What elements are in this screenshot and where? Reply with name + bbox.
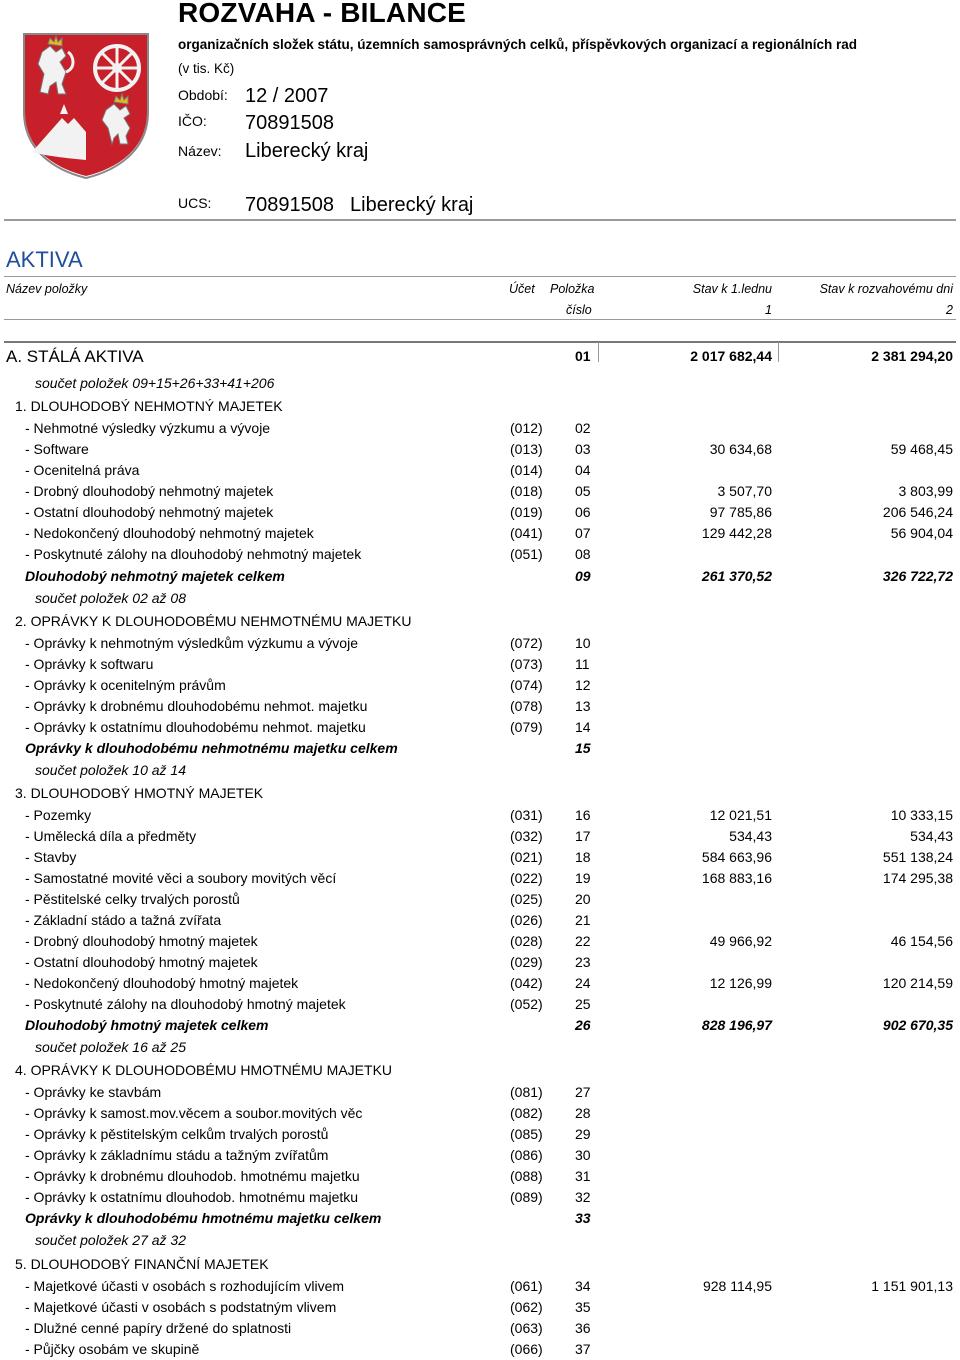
row-end-value: 326 722,72 bbox=[882, 568, 953, 584]
row-account: (031) bbox=[510, 807, 543, 823]
section-row bbox=[0, 783, 960, 804]
row-account: (022) bbox=[510, 870, 543, 886]
table-row bbox=[0, 502, 960, 523]
row-account: (013) bbox=[510, 441, 543, 457]
row-item-number: 21 bbox=[575, 912, 591, 928]
row-name: - Nedokončený dlouhodobý nehmotný majetek bbox=[25, 525, 314, 541]
table-row bbox=[0, 910, 960, 931]
row-item-number: 01 bbox=[575, 348, 591, 364]
row-name: - Pozemky bbox=[25, 807, 92, 823]
row-start-value: 928 114,95 bbox=[702, 1278, 772, 1294]
row-name: 4. OPRÁVKY K DLOUHODOBÉMU HMOTNÉMU MAJETKU bbox=[15, 1062, 393, 1078]
row-start-value: 2 017 682,44 bbox=[690, 348, 772, 364]
row-name: - Nehmotné výsledky výzkumu a vývoje bbox=[25, 420, 271, 436]
table-row bbox=[0, 994, 960, 1015]
table-row bbox=[0, 1297, 960, 1318]
row-start-value: 12 126,99 bbox=[709, 975, 772, 991]
period-label: Období: bbox=[178, 87, 228, 103]
row-item-number: 09 bbox=[575, 568, 591, 584]
row-account: (061) bbox=[510, 1278, 543, 1294]
table-row bbox=[0, 1339, 960, 1360]
total-row bbox=[0, 1208, 960, 1229]
row-item-number: 36 bbox=[575, 1320, 591, 1336]
row-name: - Oprávky k drobnému dlouhodob. hmotnému majetku bbox=[25, 1168, 360, 1184]
total-row bbox=[0, 566, 960, 587]
table-row bbox=[0, 805, 960, 826]
table-row bbox=[0, 826, 960, 847]
row-name: - Poskytnuté zálohy na dlouhodobý nehmotný majetek bbox=[25, 546, 362, 562]
row-name: 5. DLOUHODOBÝ FINANČNÍ MAJETEK bbox=[15, 1256, 269, 1272]
table-row bbox=[0, 523, 960, 544]
row-item-number: 04 bbox=[575, 462, 591, 478]
table-row bbox=[0, 973, 960, 994]
row-name: A. STÁLÁ AKTIVA bbox=[6, 347, 144, 366]
name-label: Název: bbox=[178, 143, 222, 159]
row-name: - Základní stádo a tažná zvířata bbox=[25, 912, 222, 928]
table-row bbox=[0, 1187, 960, 1208]
row-start-value: 129 442,28 bbox=[701, 525, 772, 541]
row-item-number: 03 bbox=[575, 441, 591, 457]
row-account: (081) bbox=[510, 1084, 543, 1100]
row-name: - Samostatné movité věci a soubory movitých věcí bbox=[25, 870, 337, 886]
row-account: (029) bbox=[510, 954, 543, 970]
row-account: (042) bbox=[510, 975, 543, 991]
row-name: součet položek 16 až 25 bbox=[35, 1039, 186, 1055]
row-item-number: 10 bbox=[575, 635, 591, 651]
row-item-number: 27 bbox=[575, 1084, 591, 1100]
row-start-value: 97 785,86 bbox=[709, 504, 772, 520]
row-account: (032) bbox=[510, 828, 543, 844]
row-item-number: 29 bbox=[575, 1126, 591, 1142]
col-header-start: Stav k 1.lednu bbox=[692, 282, 772, 296]
row-item-number: 32 bbox=[575, 1189, 591, 1205]
row-account: (026) bbox=[510, 912, 543, 928]
row-name: - Stavby bbox=[25, 849, 77, 865]
row-name: - Oprávky k ostatnímu dlouhodob. hmotnému majetku bbox=[25, 1189, 359, 1205]
row-item-number: 28 bbox=[575, 1105, 591, 1121]
col-header-item: Položka bbox=[550, 282, 595, 296]
row-end-value: 2 381 294,20 bbox=[871, 348, 953, 364]
row-name: - Majetkové účasti v osobách s podstatným vlivem bbox=[25, 1299, 337, 1315]
ico-label: IČO: bbox=[178, 113, 207, 129]
row-name: - Oprávky k softwaru bbox=[25, 656, 154, 672]
row-name: - Pěstitelské celky trvalých porostů bbox=[25, 891, 240, 907]
row-account: (051) bbox=[510, 546, 543, 562]
row-item-number: 30 bbox=[575, 1147, 591, 1163]
row-account: (025) bbox=[510, 891, 543, 907]
row-item-number: 16 bbox=[575, 807, 591, 823]
row-end-value: 551 138,24 bbox=[882, 849, 953, 865]
row-name: - Půjčky osobám ve skupině bbox=[25, 1341, 200, 1357]
row-item-number: 02 bbox=[575, 420, 591, 436]
row-end-value: 59 468,45 bbox=[890, 441, 953, 457]
note-row bbox=[0, 760, 960, 781]
col-header-item-sub: číslo bbox=[566, 303, 592, 317]
row-name: 2. OPRÁVKY K DLOUHODOBÉMU NEHMOTNÉMU MAJETKU bbox=[15, 613, 412, 629]
ico-value: 70891508 bbox=[245, 112, 334, 134]
section-row bbox=[0, 1060, 960, 1081]
row-account: (089) bbox=[510, 1189, 543, 1205]
table-row bbox=[0, 633, 960, 654]
table-row bbox=[0, 1276, 960, 1297]
row-name: - Oprávky k pěstitelským celkům trvalých porostů bbox=[25, 1126, 329, 1142]
table-row bbox=[0, 1124, 960, 1145]
row-item-number: 22 bbox=[575, 933, 591, 949]
section-row bbox=[0, 396, 960, 417]
row-account: (086) bbox=[510, 1147, 543, 1163]
name-value: Liberecký kraj bbox=[245, 140, 369, 162]
row-name: součet položek 09+15+26+33+41+206 bbox=[35, 375, 275, 391]
row-account: (079) bbox=[510, 719, 543, 735]
row-start-value: 584 663,96 bbox=[701, 849, 772, 865]
row-item-number: 26 bbox=[575, 1017, 591, 1033]
row-name: - Ocenitelná práva bbox=[25, 462, 140, 478]
divider bbox=[4, 219, 956, 221]
row-account: (041) bbox=[510, 525, 543, 541]
row-item-number: 18 bbox=[575, 849, 591, 865]
row-account: (021) bbox=[510, 849, 543, 865]
row-end-value: 534,43 bbox=[910, 828, 953, 844]
row-start-value: 168 883,16 bbox=[701, 870, 772, 886]
row-item-number: 05 bbox=[575, 483, 591, 499]
note-row bbox=[0, 1037, 960, 1058]
row-item-number: 23 bbox=[575, 954, 591, 970]
row-name: - Ostatní dlouhodobý nehmotný majetek bbox=[25, 504, 274, 520]
coat-of-arms-icon bbox=[22, 32, 150, 180]
row-item-number: 08 bbox=[575, 546, 591, 562]
row-account: (066) bbox=[510, 1341, 543, 1357]
table-row bbox=[0, 460, 960, 481]
row-account: (078) bbox=[510, 698, 543, 714]
row-start-value: 534,43 bbox=[729, 828, 772, 844]
row-name: - Oprávky k základnímu stádu a tažným zvířatům bbox=[25, 1147, 329, 1163]
row-account: (014) bbox=[510, 462, 543, 478]
row-item-number: 13 bbox=[575, 698, 591, 714]
row-end-value: 46 154,56 bbox=[890, 933, 953, 949]
row-name: - Oprávky k nehmotným výsledkům výzkumu a vývoje bbox=[25, 635, 358, 651]
row-item-number: 12 bbox=[575, 677, 591, 693]
row-item-number: 25 bbox=[575, 996, 591, 1012]
row-item-number: 15 bbox=[575, 740, 591, 756]
row-end-value: 902 670,35 bbox=[882, 1017, 953, 1033]
row-name: - Oprávky k samost.mov.věcem a soubor.movitých věc bbox=[25, 1105, 363, 1121]
row-item-number: 34 bbox=[575, 1278, 591, 1294]
row-name: Dlouhodobý hmotný majetek celkem bbox=[25, 1017, 269, 1033]
row-account: (074) bbox=[510, 677, 543, 693]
table-row bbox=[0, 1166, 960, 1187]
table-row bbox=[0, 439, 960, 460]
row-item-number: 14 bbox=[575, 719, 591, 735]
row-account: (082) bbox=[510, 1105, 543, 1121]
report-title: ROZVAHA - BILANCE bbox=[178, 0, 467, 28]
row-end-value: 3 803,99 bbox=[898, 483, 953, 499]
divider bbox=[4, 341, 956, 343]
period-value: 12 / 2007 bbox=[245, 85, 329, 107]
table-row bbox=[0, 418, 960, 439]
row-name: součet položek 27 až 32 bbox=[35, 1232, 186, 1248]
table-row bbox=[0, 1082, 960, 1103]
table-row bbox=[0, 847, 960, 868]
section-title: AKTIVA bbox=[6, 247, 83, 272]
row-account: (085) bbox=[510, 1126, 543, 1142]
row-name: Oprávky k dlouhodobému hmotnému majetku celkem bbox=[25, 1210, 382, 1226]
row-name: součet položek 02 až 08 bbox=[35, 590, 186, 606]
table-row bbox=[0, 1103, 960, 1124]
total-row bbox=[0, 738, 960, 759]
row-account: (052) bbox=[510, 996, 543, 1012]
row-end-value: 120 214,59 bbox=[882, 975, 953, 991]
row-end-value: 56 904,04 bbox=[890, 525, 953, 541]
row-start-value: 49 966,92 bbox=[709, 933, 772, 949]
row-item-number: 19 bbox=[575, 870, 591, 886]
row-item-number: 20 bbox=[575, 891, 591, 907]
section-row bbox=[0, 611, 960, 632]
row-end-value: 10 333,15 bbox=[890, 807, 953, 823]
row-account: (012) bbox=[510, 420, 543, 436]
row-start-value: 3 507,70 bbox=[717, 483, 772, 499]
row-name: - Nedokončený dlouhodobý hmotný majetek bbox=[25, 975, 299, 991]
total-row bbox=[0, 1015, 960, 1036]
major-row bbox=[0, 346, 960, 367]
row-item-number: 31 bbox=[575, 1168, 591, 1184]
ucs-name: Liberecký kraj bbox=[350, 194, 474, 216]
row-name: - Dlužné cenné papíry držené do splatnosti bbox=[25, 1320, 292, 1336]
row-name: - Oprávky ke stavbám bbox=[25, 1084, 162, 1100]
report-subtitle: organizačních složek státu, územních samosprávných celků, příspěvkových organizací a regionálních rad bbox=[178, 37, 857, 52]
row-account: (063) bbox=[510, 1320, 543, 1336]
row-item-number: 35 bbox=[575, 1299, 591, 1315]
row-account: (088) bbox=[510, 1168, 543, 1184]
divider bbox=[4, 276, 956, 277]
row-item-number: 07 bbox=[575, 525, 591, 541]
row-end-value: 174 295,38 bbox=[882, 870, 953, 886]
row-account: (062) bbox=[510, 1299, 543, 1315]
row-account: (028) bbox=[510, 933, 543, 949]
row-item-number: 33 bbox=[575, 1210, 591, 1226]
row-name: - Drobný dlouhodobý hmotný majetek bbox=[25, 933, 258, 949]
table-row bbox=[0, 544, 960, 565]
units-label: (v tis. Kč) bbox=[178, 61, 235, 76]
row-name: Dlouhodobý nehmotný majetek celkem bbox=[25, 568, 285, 584]
row-item-number: 24 bbox=[575, 975, 591, 991]
divider bbox=[4, 319, 956, 320]
table-row bbox=[0, 717, 960, 738]
row-name: - Ostatní dlouhodobý hmotný majetek bbox=[25, 954, 258, 970]
table-row bbox=[0, 868, 960, 889]
row-start-value: 261 370,52 bbox=[701, 568, 772, 584]
col-header-name: Název položky bbox=[6, 282, 88, 296]
table-row bbox=[0, 952, 960, 973]
row-name: - Oprávky k drobnému dlouhodobému nehmot. majetku bbox=[25, 698, 368, 714]
row-start-value: 828 196,97 bbox=[701, 1017, 772, 1033]
row-item-number: 06 bbox=[575, 504, 591, 520]
table-row bbox=[0, 1145, 960, 1166]
table-row bbox=[0, 675, 960, 696]
row-name: součet položek 10 až 14 bbox=[35, 762, 186, 778]
row-name: - Oprávky k ocenitelným právům bbox=[25, 677, 226, 693]
row-name: - Umělecká díla a předměty bbox=[25, 828, 197, 844]
row-item-number: 11 bbox=[575, 656, 590, 672]
col-header-end: Stav k rozvahovému dni bbox=[819, 282, 953, 296]
row-name: - Majetkové účasti v osobách s rozhodujícím vlivem bbox=[25, 1278, 345, 1294]
row-item-number: 17 bbox=[575, 828, 591, 844]
row-item-number: 37 bbox=[575, 1341, 591, 1357]
section-row bbox=[0, 1254, 960, 1275]
note-row bbox=[0, 1230, 960, 1251]
table-row bbox=[0, 1318, 960, 1339]
table-row bbox=[0, 654, 960, 675]
ucs-label: UCS: bbox=[178, 195, 212, 211]
note-row bbox=[0, 588, 960, 609]
row-name: Oprávky k dlouhodobému nehmotnému majetku celkem bbox=[25, 740, 398, 756]
col-header-start-sub: 1 bbox=[765, 303, 772, 317]
table-row bbox=[0, 696, 960, 717]
row-start-value: 30 634,68 bbox=[709, 441, 772, 457]
row-account: (072) bbox=[510, 635, 543, 651]
note-row bbox=[0, 373, 960, 394]
col-header-end-sub: 2 bbox=[946, 303, 953, 317]
ucs-code: 70891508 bbox=[245, 194, 334, 216]
row-account: (018) bbox=[510, 483, 543, 499]
row-account: (019) bbox=[510, 504, 543, 520]
row-name: - Poskytnuté zálohy na dlouhodobý hmotný majetek bbox=[25, 996, 346, 1012]
table-row bbox=[0, 931, 960, 952]
table-row bbox=[0, 889, 960, 910]
row-name: - Software bbox=[25, 441, 89, 457]
col-header-account: Účet bbox=[509, 282, 535, 296]
row-name: - Drobný dlouhodobý nehmotný majetek bbox=[25, 483, 274, 499]
row-start-value: 12 021,51 bbox=[709, 807, 772, 823]
row-end-value: 206 546,24 bbox=[882, 504, 953, 520]
row-name: 3. DLOUHODOBÝ HMOTNÝ MAJETEK bbox=[15, 785, 264, 801]
row-name: 1. DLOUHODOBÝ NEHMOTNÝ MAJETEK bbox=[15, 398, 283, 414]
row-account: (073) bbox=[510, 656, 543, 672]
table-row bbox=[0, 481, 960, 502]
row-name: - Oprávky k ostatnímu dlouhodobému nehmot. majetku bbox=[25, 719, 366, 735]
row-end-value: 1 151 901,13 bbox=[871, 1278, 953, 1294]
